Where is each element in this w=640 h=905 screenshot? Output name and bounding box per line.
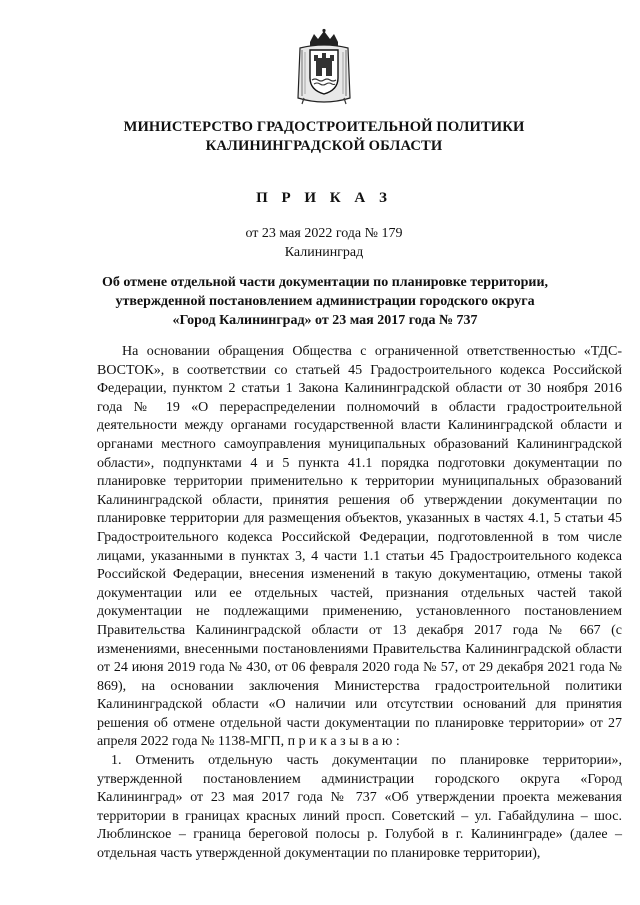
order-city: Калининград (284, 245, 364, 260)
order-title-line-1: Об отмене отдельной части документации по планировке территории, (101, 275, 549, 290)
order-title-line-2: утвержденной постановлением администрации городского округа (115, 294, 535, 309)
ministry-line-1: МИНИСТЕРСТВО ГРАДОСТРОИТЕЛЬНОЙ ПОЛИТИКИ (123, 119, 525, 135)
preamble-paragraph: На основании обращения Общества с ограниченной ответственностью «ТДС-ВОСТОК», в соответствии со статьей 45 Градостроительного кодекса Российской Федерации, пунктом 2 статьи 1 Закона Калининградской области от 30 ноября 2016 года № 19 «О перераспределении полномочий в области градостроительной деятельности между органами государственной власти Калининградской области и органами местного самоуправления муниципальных образований Калининградской области», подпунктами 4 и 5 пункта 41.1 порядка подготовки документации по планировке территории применительно к территории муниципальных образований Калининградской области, принятия решения об утверждении документации по планировке территории для размещения объектов, указанных в частях 4.1, 5 статьи 45 Градостроительного кодекса Российской Федерации, подготовленной в том числе лицами, указанными в пунктах 3, 4 части 1.1 статьи 45 Градостроительного кодекса Российской Федерации, внесения изменений в такую документацию, отмены такой документации или ее отдельных частей, признания отдельных частей такой документации не подлежащими применению, установленного постановлением Правительства Калининградской области от 13 декабря 2017 года № 667 (с изменениями, внесенными постановлениями Правительства Калининградской области от 24 июня 2019 года № 430, от 06 февраля 2020 года № 57, от 29 декабря 2021 года № 869), на основании заключения Министерства градостроительной политики Калининградской области «О наличии или отсутствии оснований для принятия решения об отмене отдельной части документации по планировке территории» от 27 апреля 2022 года № 1138-МГП, п р и к а з ы в а ю : (97, 344, 622, 750)
ministry-line-2: КАЛИНИНГРАДСКОЙ ОБЛАСТИ (205, 138, 443, 154)
order-heading: П Р И К А З (256, 190, 392, 206)
order-item-1: 1. Отменить отдельную часть документации по планировке территории», утвержденной постановлением администрации городского округа «Город Калининград» от 23 мая 2017 года № 737 «Об утверждении проекта межевания территории в границах красных линий просп. Советский – ул. Габайдулина – шос. Люблинское – граница береговой полосы р. Голубой в г. Калининграде» (далее – отдельная часть утвержденной документации по планировке территории), (97, 753, 622, 862)
order-title-line-3: «Город Калининград» от 23 мая 2017 года № 737 (172, 313, 478, 328)
order-body (97, 343, 622, 864)
order-title (90, 273, 560, 330)
order-date-number: от 23 мая 2022 года № 179 (245, 226, 403, 241)
coat-of-arms-icon (296, 28, 352, 106)
ministry-name (60, 118, 588, 156)
